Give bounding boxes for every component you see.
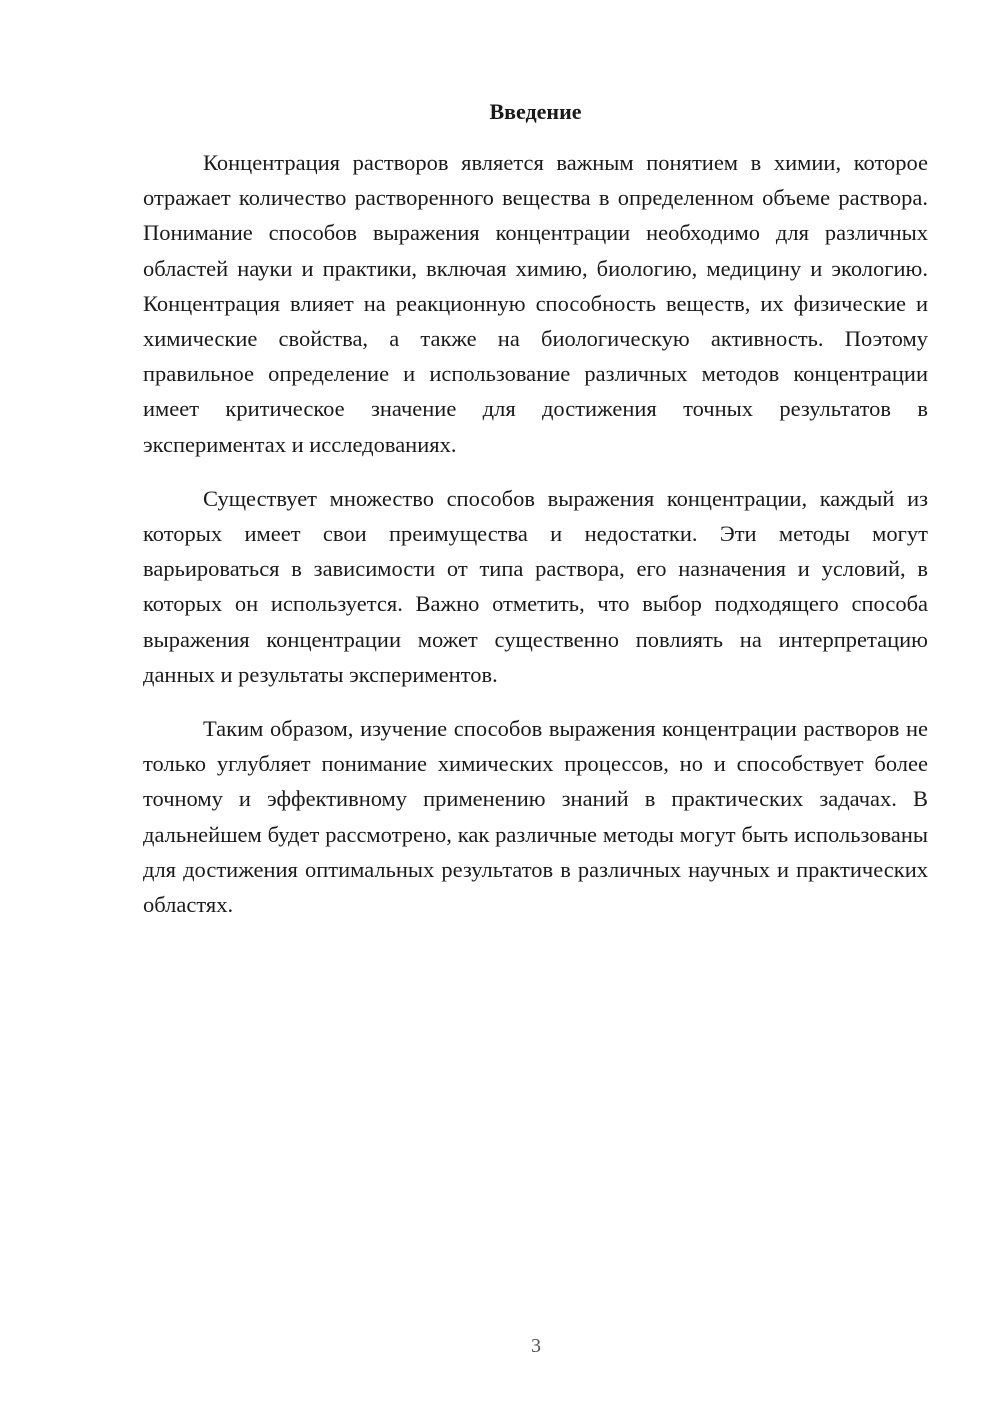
page-content [143,97,928,922]
paragraph-3: Таким образом, изучение способов выражения концентрации растворов не только углубляет понимание химических процессов, но и способствует более точному и эффективному применению знаний в практических задачах. В дальнейшем будет рассмотрено, как различные методы могут быть использованы для достижения оптимальных результатов в различных научных и практических областях. [143,716,928,918]
section-title: Введение [489,99,582,124]
paragraph-1: Концентрация растворов является важным понятием в химии, которое отражает количество растворенного вещества в определенном объеме раствора. Понимание способов выражения концентрации необходимо для различных областей науки и практики, включая химию, биологию, медицину и экологию. Концентрация влияет на реакционную способность веществ, их физические и химические свойства, а также на биологическую активность. Поэтому правильное определение и использование различных методов концентрации имеет критическое значение для достижения точных результатов в экспериментах и исследованиях. [143,150,928,457]
page-number: 3 [531,1335,541,1357]
paragraph-2: Существует множество способов выражения концентрации, каждый из которых имеет свои преимущества и недостатки. Эти методы могут варьироваться в зависимости от типа раствора, его назначения и условий, в которых он используется. Важно отметить, что выбор подходящего способа выражения концентрации может существенно повлиять на интерпретацию данных и результаты экспериментов. [143,485,928,687]
